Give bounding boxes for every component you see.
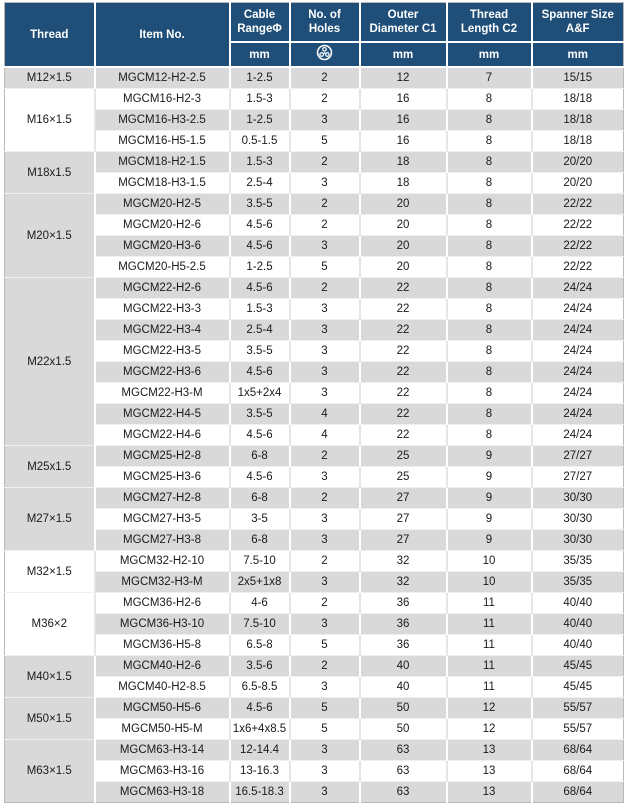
cell-spanner-size: 27/27	[532, 467, 624, 488]
cell-no-of-holes: 3	[290, 320, 360, 341]
cell-cable-range: 3-5	[230, 509, 290, 530]
table-row	[5, 425, 624, 446]
cell-outer-diameter: 16	[360, 131, 447, 152]
cell-cable-range: 1.5-3	[230, 299, 290, 320]
cell-no-of-holes: 4	[290, 425, 360, 446]
table-row	[5, 194, 624, 215]
cell-no-of-holes: 3	[290, 761, 360, 782]
cell-thread-length: 8	[447, 320, 532, 341]
cell-spanner-size: 22/22	[532, 236, 624, 257]
table-row	[5, 341, 624, 362]
cell-cable-range: 12-14.4	[230, 740, 290, 761]
cell-no-of-holes: 3	[290, 467, 360, 488]
cell-spanner-size: 22/22	[532, 257, 624, 278]
cell-outer-diameter: 18	[360, 173, 447, 194]
cell-spanner-size: 68/64	[532, 740, 624, 761]
table-row	[5, 404, 624, 425]
cell-outer-diameter: 32	[360, 551, 447, 572]
cell-outer-diameter: 16	[360, 110, 447, 131]
cell-thread-length: 9	[447, 467, 532, 488]
cell-thread-length: 13	[447, 782, 532, 803]
cell-item-no: MGCM27-H3-5	[95, 509, 230, 530]
cell-item-no: MGCM63-H3-16	[95, 761, 230, 782]
cell-item-no: MGCM22-H3-3	[95, 299, 230, 320]
cell-item-no: MGCM40-H2-8.5	[95, 677, 230, 698]
column-header-cable-range: Cable RangeΦ	[230, 3, 290, 43]
table-row	[5, 572, 624, 593]
cell-item-no: MGCM27-H2-8	[95, 488, 230, 509]
cell-thread-length: 11	[447, 614, 532, 635]
cell-spanner-size: 24/24	[532, 404, 624, 425]
table-row	[5, 593, 624, 614]
cell-item-no: MGCM63-H3-18	[95, 782, 230, 803]
cell-outer-diameter: 20	[360, 257, 447, 278]
cell-item-no: MGCM22-H3-6	[95, 362, 230, 383]
cell-cable-range: 13-16.3	[230, 761, 290, 782]
cell-outer-diameter: 20	[360, 194, 447, 215]
cell-cable-range: 4.5-6	[230, 236, 290, 257]
cell-no-of-holes: 5	[290, 131, 360, 152]
cell-outer-diameter: 63	[360, 761, 447, 782]
cell-item-no: MGCM20-H5-2.5	[95, 257, 230, 278]
cell-cable-range: 6.5-8	[230, 635, 290, 656]
cell-cable-range: 0.5-1.5	[230, 131, 290, 152]
cell-outer-diameter: 36	[360, 614, 447, 635]
cell-no-of-holes: 2	[290, 215, 360, 236]
table-row	[5, 236, 624, 257]
table-row	[5, 446, 624, 467]
cell-cable-range: 6.5-8.5	[230, 677, 290, 698]
cell-thread-length: 8	[447, 236, 532, 257]
cell-spanner-size: 24/24	[532, 425, 624, 446]
cell-spanner-size: 24/24	[532, 341, 624, 362]
cell-cable-range: 4.5-6	[230, 278, 290, 299]
cell-thread-length: 8	[447, 152, 532, 173]
cell-outer-diameter: 50	[360, 719, 447, 740]
cell-thread-length: 13	[447, 740, 532, 761]
cell-spanner-size: 30/30	[532, 509, 624, 530]
cell-outer-diameter: 32	[360, 572, 447, 593]
cell-cable-range: 1-2.5	[230, 257, 290, 278]
thread-group-cell: M36×2	[5, 593, 95, 656]
cell-cable-range: 1-2.5	[230, 67, 290, 89]
cell-spanner-size: 68/64	[532, 761, 624, 782]
cell-spanner-size: 15/15	[532, 67, 624, 89]
cell-spanner-size: 35/35	[532, 572, 624, 593]
cell-no-of-holes: 3	[290, 341, 360, 362]
cell-cable-range: 1x6+4x8.5	[230, 719, 290, 740]
cell-cable-range: 3.5-5	[230, 341, 290, 362]
cell-thread-length: 11	[447, 656, 532, 677]
cell-spanner-size: 45/45	[532, 677, 624, 698]
cell-no-of-holes: 3	[290, 110, 360, 131]
cell-cable-range: 1.5-3	[230, 89, 290, 110]
cell-no-of-holes: 3	[290, 362, 360, 383]
cell-cable-range: 2.5-4	[230, 320, 290, 341]
column-header-spanner-size: Spanner Size A&F	[532, 3, 624, 43]
table-row	[5, 740, 624, 761]
thread-group-cell: M18x1.5	[5, 152, 95, 194]
cell-thread-length: 8	[447, 299, 532, 320]
cell-item-no: MGCM22-H3-M	[95, 383, 230, 404]
cell-no-of-holes: 3	[290, 530, 360, 551]
cell-cable-range: 4.5-6	[230, 467, 290, 488]
cell-thread-length: 10	[447, 572, 532, 593]
cell-outer-diameter: 40	[360, 656, 447, 677]
cell-no-of-holes: 2	[290, 278, 360, 299]
cell-item-no: MGCM12-H2-2.5	[95, 67, 230, 89]
cell-cable-range: 7.5-10	[230, 614, 290, 635]
cell-no-of-holes: 2	[290, 67, 360, 89]
cell-no-of-holes: 2	[290, 488, 360, 509]
cell-no-of-holes: 2	[290, 551, 360, 572]
cell-spanner-size: 45/45	[532, 656, 624, 677]
cell-thread-length: 8	[447, 278, 532, 299]
cell-spanner-size: 20/20	[532, 152, 624, 173]
thread-group-cell: M22x1.5	[5, 278, 95, 446]
cell-no-of-holes: 3	[290, 614, 360, 635]
thread-group-cell: M27×1.5	[5, 488, 95, 551]
cell-spanner-size: 27/27	[532, 446, 624, 467]
cell-cable-range: 4.5-6	[230, 425, 290, 446]
cell-thread-length: 11	[447, 593, 532, 614]
cell-item-no: MGCM16-H5-1.5	[95, 131, 230, 152]
cell-cable-range: 1-2.5	[230, 110, 290, 131]
column-header-thread-length: Thread Length C2	[447, 3, 532, 43]
cell-item-no: MGCM22-H4-6	[95, 425, 230, 446]
table-header	[5, 3, 624, 68]
table-row	[5, 698, 624, 719]
cell-no-of-holes: 3	[290, 740, 360, 761]
cell-thread-length: 9	[447, 530, 532, 551]
cell-cable-range: 4.5-6	[230, 698, 290, 719]
table-row	[5, 173, 624, 194]
cell-thread-length: 8	[447, 173, 532, 194]
cell-spanner-size: 24/24	[532, 299, 624, 320]
cell-item-no: MGCM25-H2-8	[95, 446, 230, 467]
cell-no-of-holes: 5	[290, 635, 360, 656]
cell-item-no: MGCM18-H2-1.5	[95, 152, 230, 173]
table-body	[5, 67, 624, 803]
table-row	[5, 67, 624, 89]
cell-thread-length: 8	[447, 383, 532, 404]
cell-outer-diameter: 22	[360, 425, 447, 446]
cell-thread-length: 11	[447, 635, 532, 656]
cell-spanner-size: 30/30	[532, 530, 624, 551]
cell-no-of-holes: 3	[290, 236, 360, 257]
spec-table	[4, 2, 624, 803]
column-header-item-no: Item No.	[95, 3, 230, 68]
cell-outer-diameter: 12	[360, 67, 447, 89]
cell-item-no: MGCM22-H4-5	[95, 404, 230, 425]
cell-no-of-holes: 2	[290, 89, 360, 110]
cell-outer-diameter: 22	[360, 278, 447, 299]
cell-no-of-holes: 4	[290, 404, 360, 425]
unit-no-of-holes	[290, 42, 360, 67]
cell-item-no: MGCM63-H3-14	[95, 740, 230, 761]
cell-outer-diameter: 27	[360, 530, 447, 551]
table-row	[5, 551, 624, 572]
cell-no-of-holes: 3	[290, 173, 360, 194]
cell-item-no: MGCM20-H2-6	[95, 215, 230, 236]
cell-cable-range: 2x5+1x8	[230, 572, 290, 593]
cell-outer-diameter: 22	[360, 362, 447, 383]
holes-icon	[316, 44, 333, 65]
thread-group-cell: M32×1.5	[5, 551, 95, 593]
cell-cable-range: 1.5-3	[230, 152, 290, 173]
column-header-no-of-holes: No. of Holes	[290, 3, 360, 43]
column-header-thread: Thread	[5, 3, 95, 68]
cell-item-no: MGCM27-H3-8	[95, 530, 230, 551]
table-row	[5, 257, 624, 278]
cell-item-no: MGCM22-H2-6	[95, 278, 230, 299]
table-row	[5, 782, 624, 803]
table-row	[5, 383, 624, 404]
thread-group-cell: M50×1.5	[5, 698, 95, 740]
cell-item-no: MGCM20-H2-5	[95, 194, 230, 215]
cell-outer-diameter: 22	[360, 404, 447, 425]
cell-item-no: MGCM36-H5-8	[95, 635, 230, 656]
table-row	[5, 719, 624, 740]
thread-group-cell: M16×1.5	[5, 89, 95, 152]
thread-group-cell: M63×1.5	[5, 740, 95, 803]
cell-item-no: MGCM22-H3-4	[95, 320, 230, 341]
table-row	[5, 488, 624, 509]
cell-thread-length: 8	[447, 341, 532, 362]
cell-outer-diameter: 22	[360, 299, 447, 320]
cell-thread-length: 9	[447, 446, 532, 467]
cell-outer-diameter: 50	[360, 698, 447, 719]
cell-outer-diameter: 40	[360, 677, 447, 698]
cell-cable-range: 7.5-10	[230, 551, 290, 572]
cell-spanner-size: 24/24	[532, 362, 624, 383]
cell-spanner-size: 24/24	[532, 320, 624, 341]
cell-outer-diameter: 22	[360, 320, 447, 341]
unit-cable-range: mm	[230, 42, 290, 67]
table-row	[5, 152, 624, 173]
cell-no-of-holes: 5	[290, 257, 360, 278]
cell-no-of-holes: 2	[290, 593, 360, 614]
cell-item-no: MGCM20-H3-6	[95, 236, 230, 257]
cell-spanner-size: 24/24	[532, 383, 624, 404]
cell-outer-diameter: 36	[360, 593, 447, 614]
cell-no-of-holes: 3	[290, 572, 360, 593]
table-row	[5, 131, 624, 152]
cell-no-of-holes: 3	[290, 383, 360, 404]
cell-cable-range: 1x5+2x4	[230, 383, 290, 404]
cell-spanner-size: 24/24	[532, 278, 624, 299]
cell-thread-length: 8	[447, 425, 532, 446]
unit-spanner-size: mm	[532, 42, 624, 67]
table-row	[5, 110, 624, 131]
table-row	[5, 299, 624, 320]
cell-thread-length: 10	[447, 551, 532, 572]
cell-no-of-holes: 3	[290, 677, 360, 698]
table-row	[5, 761, 624, 782]
cell-item-no: MGCM22-H3-5	[95, 341, 230, 362]
table-row	[5, 656, 624, 677]
cell-no-of-holes: 2	[290, 656, 360, 677]
cell-spanner-size: 40/40	[532, 614, 624, 635]
cell-spanner-size: 35/35	[532, 551, 624, 572]
cell-no-of-holes: 5	[290, 698, 360, 719]
table-row	[5, 614, 624, 635]
cell-thread-length: 8	[447, 404, 532, 425]
cell-cable-range: 4-6	[230, 593, 290, 614]
cell-thread-length: 7	[447, 67, 532, 89]
cell-thread-length: 8	[447, 194, 532, 215]
cell-cable-range: 2.5-4	[230, 173, 290, 194]
cell-thread-length: 8	[447, 215, 532, 236]
cell-thread-length: 8	[447, 362, 532, 383]
cell-cable-range: 3.5-5	[230, 194, 290, 215]
cell-thread-length: 12	[447, 698, 532, 719]
cell-spanner-size: 68/64	[532, 782, 624, 803]
cell-no-of-holes: 3	[290, 299, 360, 320]
thread-group-cell: M12×1.5	[5, 67, 95, 89]
cell-spanner-size: 40/40	[532, 635, 624, 656]
cell-cable-range: 6-8	[230, 446, 290, 467]
cell-no-of-holes: 2	[290, 446, 360, 467]
cell-thread-length: 8	[447, 257, 532, 278]
cell-spanner-size: 55/57	[532, 719, 624, 740]
cell-cable-range: 6-8	[230, 530, 290, 551]
cell-spanner-size: 22/22	[532, 215, 624, 236]
cell-outer-diameter: 16	[360, 89, 447, 110]
cell-no-of-holes: 3	[290, 509, 360, 530]
table-row	[5, 467, 624, 488]
cell-outer-diameter: 25	[360, 467, 447, 488]
cell-item-no: MGCM50-H5-6	[95, 698, 230, 719]
table-row	[5, 362, 624, 383]
cell-thread-length: 12	[447, 719, 532, 740]
cell-item-no: MGCM40-H2-6	[95, 656, 230, 677]
cell-spanner-size: 40/40	[532, 593, 624, 614]
cell-cable-range: 3.5-5	[230, 404, 290, 425]
cell-item-no: MGCM32-H3-M	[95, 572, 230, 593]
cell-thread-length: 8	[447, 110, 532, 131]
cell-item-no: MGCM36-H2-6	[95, 593, 230, 614]
cell-thread-length: 9	[447, 509, 532, 530]
cell-no-of-holes: 3	[290, 782, 360, 803]
cell-spanner-size: 22/22	[532, 194, 624, 215]
table-row	[5, 320, 624, 341]
cell-no-of-holes: 2	[290, 194, 360, 215]
cell-no-of-holes: 2	[290, 152, 360, 173]
cell-spanner-size: 30/30	[532, 488, 624, 509]
cell-outer-diameter: 63	[360, 782, 447, 803]
cell-outer-diameter: 36	[360, 635, 447, 656]
cell-spanner-size: 18/18	[532, 110, 624, 131]
cell-thread-length: 11	[447, 677, 532, 698]
cell-outer-diameter: 20	[360, 215, 447, 236]
column-header-outer-diameter: Outer Diameter C1	[360, 3, 447, 43]
cell-thread-length: 9	[447, 488, 532, 509]
cell-outer-diameter: 22	[360, 383, 447, 404]
cell-outer-diameter: 27	[360, 488, 447, 509]
cell-item-no: MGCM18-H3-1.5	[95, 173, 230, 194]
cell-cable-range: 6-8	[230, 488, 290, 509]
cell-thread-length: 8	[447, 89, 532, 110]
cell-outer-diameter: 18	[360, 152, 447, 173]
thread-group-cell: M20×1.5	[5, 194, 95, 278]
unit-thread-length: mm	[447, 42, 532, 67]
thread-group-cell: M40×1.5	[5, 656, 95, 698]
table-row	[5, 677, 624, 698]
cell-thread-length: 13	[447, 761, 532, 782]
cell-spanner-size: 18/18	[532, 89, 624, 110]
cell-outer-diameter: 25	[360, 446, 447, 467]
table-row	[5, 509, 624, 530]
cell-thread-length: 8	[447, 131, 532, 152]
cell-outer-diameter: 20	[360, 236, 447, 257]
table-row	[5, 278, 624, 299]
cell-item-no: MGCM16-H2-3	[95, 89, 230, 110]
cell-outer-diameter: 22	[360, 341, 447, 362]
table-row	[5, 89, 624, 110]
cell-outer-diameter: 27	[360, 509, 447, 530]
cell-spanner-size: 18/18	[532, 131, 624, 152]
cell-spanner-size: 55/57	[532, 698, 624, 719]
cell-no-of-holes: 5	[290, 719, 360, 740]
table-row	[5, 215, 624, 236]
thread-group-cell: M25x1.5	[5, 446, 95, 488]
cell-outer-diameter: 63	[360, 740, 447, 761]
cell-spanner-size: 20/20	[532, 173, 624, 194]
cell-cable-range: 4.5-6	[230, 215, 290, 236]
cell-item-no: MGCM50-H5-M	[95, 719, 230, 740]
cell-item-no: MGCM32-H2-10	[95, 551, 230, 572]
cell-item-no: MGCM36-H3-10	[95, 614, 230, 635]
cell-cable-range: 3.5-6	[230, 656, 290, 677]
unit-outer-diameter: mm	[360, 42, 447, 67]
cell-cable-range: 4.5-6	[230, 362, 290, 383]
cell-cable-range: 16.5-18.3	[230, 782, 290, 803]
cell-item-no: MGCM16-H3-2.5	[95, 110, 230, 131]
table-row	[5, 635, 624, 656]
cell-item-no: MGCM25-H3-6	[95, 467, 230, 488]
table-row	[5, 530, 624, 551]
